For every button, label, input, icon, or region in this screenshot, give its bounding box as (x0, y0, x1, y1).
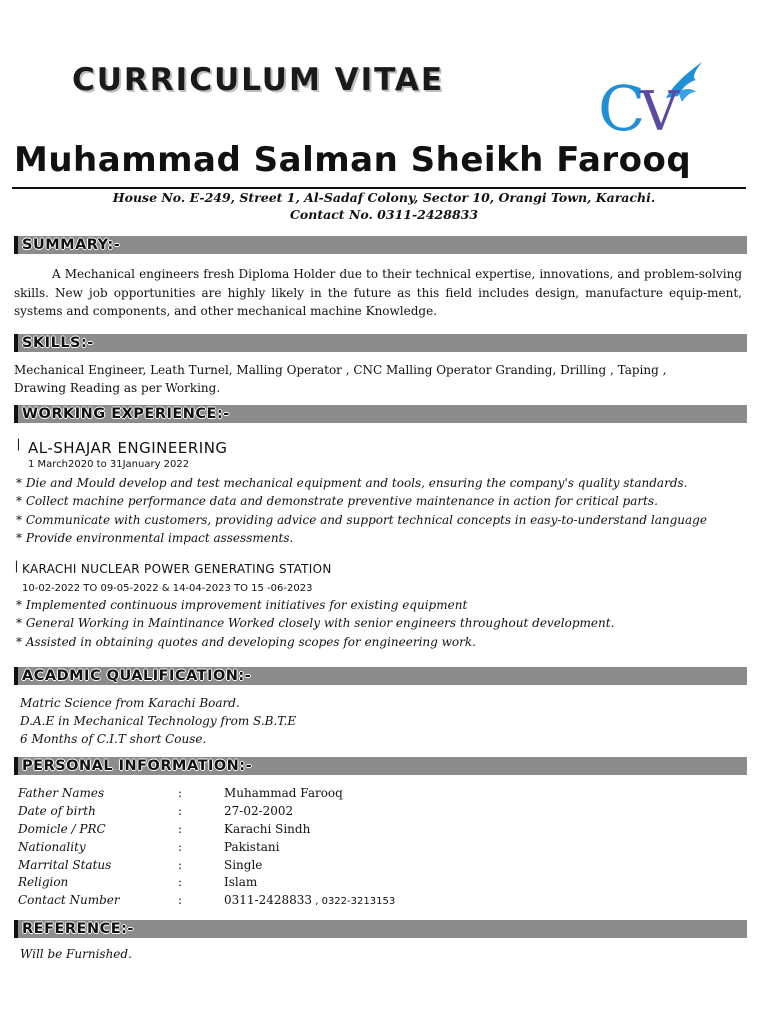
field-label: Domicle / PRC (18, 821, 106, 836)
job-2-bullets (16, 596, 614, 651)
field-colon: : (178, 821, 183, 836)
field-label: Date of birth (18, 803, 96, 818)
personal-info-row (18, 840, 644, 858)
address-line: House No. E-249, Street 1, Al-Sadaf Colony, Sector 10, Orangi Town, Karachi. (112, 190, 656, 205)
personal-info-row (18, 858, 644, 876)
personal-heading: PERSONAL INFORMATION:- (22, 758, 253, 774)
field-colon: : (178, 839, 183, 854)
cv-logo (596, 58, 706, 138)
personal-info-row (18, 875, 644, 893)
qualification-item: Matric Science from Karachi Board. (20, 696, 240, 710)
field-value: Karachi Sindh (224, 821, 311, 836)
reference-heading-bar (14, 920, 747, 938)
qualification-item: D.A.E in Mechanical Technology from S.B.T.E (20, 714, 297, 728)
personal-info-table (18, 786, 644, 911)
field-colon: : (178, 893, 183, 908)
job-2-bullet: * Assisted in obtaining quotes and developing scopes for engineering work. (16, 633, 614, 651)
personal-info-row (18, 804, 644, 822)
reference-heading: REFERENCE:- (22, 921, 134, 937)
field-label: Father Names (18, 786, 105, 800)
candidate-name: Muhammad Salman Sheikh Farooq (14, 140, 692, 180)
job-1-marker: ▏ (18, 440, 26, 451)
personal-heading-bar (14, 757, 747, 775)
logo-c-letter: C (598, 72, 646, 138)
field-value: Pakistani (224, 839, 280, 854)
personal-info-row (18, 822, 644, 840)
job-1-bullets (16, 474, 707, 547)
field-value: Islam (224, 875, 258, 890)
field-colon: : (178, 803, 183, 818)
summary-text: A Mechanical engineers fresh Diploma Holder due to their technical expertise, innovations, and problem-solving skills. New job opportunities are highly likely in the future as this field includes design, manufacture equip-ment, systems and components, and other mechanical machine Knowledge. (14, 267, 742, 318)
summary-heading-bar (14, 236, 747, 254)
field-colon: : (178, 786, 183, 800)
job-1-company: AL-SHAJAR ENGINEERING (28, 439, 228, 457)
summary-heading: SUMMARY:- (22, 237, 121, 253)
academic-heading: ACADMIC QUALIFICATION:- (22, 668, 252, 684)
job-1-bullet: * Collect machine performance data and demonstrate preventive maintenance in action for critical parts. (16, 492, 707, 510)
field-colon: : (178, 875, 183, 890)
job-1-dates: 1 March2020 to 31January 2022 (28, 459, 190, 470)
job-2-marker: ▏ (16, 562, 24, 573)
contact-line: Contact No. 0311-2428833 (289, 207, 479, 222)
job-2-bullet: * General Working in Maintinance Worked closely with senior engineers throughout development. (16, 614, 614, 632)
field-value: 27-02-2002 (224, 803, 294, 818)
field-colon: : (178, 857, 183, 872)
personal-info-row (18, 786, 644, 804)
skills-line-1: Mechanical Engineer, Leath Turnel, Malling Operator , CNC Malling Operator Granding, Drilling , Taping , (14, 363, 667, 377)
field-label: Contact Number (18, 893, 120, 908)
field-label: Religion (18, 875, 69, 890)
personal-info-row (18, 893, 644, 911)
experience-heading-bar (14, 405, 747, 423)
experience-heading: WORKING EXPERIENCE:- (22, 406, 230, 422)
contact-primary: 0311-2428833 (224, 893, 313, 908)
logo-v-letter: V (640, 80, 679, 138)
reference-text: Will be Furnished. (20, 947, 132, 961)
document-title: CURRICULUM VITAE (72, 62, 445, 98)
job-1-bullet: * Provide environmental impact assessments. (16, 529, 707, 547)
job-1-bullet: * Die and Mould develop and test mechanical equipment and tools, ensuring the company's quality standards. (16, 474, 707, 492)
skills-heading-bar (14, 334, 747, 352)
field-label: Nationality (18, 839, 86, 854)
skills-line-2: Drawing Reading as per Working. (14, 381, 221, 395)
job-2-bullet: * Implemented continuous improvement initiatives for existing equipment (16, 596, 614, 614)
contact-secondary: , 0322-3213153 (312, 896, 396, 908)
qualification-item: 6 Months of C.I.T short Couse. (20, 732, 207, 746)
field-value: Single (224, 857, 263, 872)
field-value: Muhammad Farooq (224, 786, 343, 800)
skills-heading: SKILLS:- (22, 335, 94, 351)
name-underline (12, 187, 746, 189)
job-1-bullet: * Communicate with customers, providing advice and support technical concepts in easy-to-understand language (16, 511, 707, 529)
academic-heading-bar (14, 667, 747, 685)
field-value (224, 893, 644, 911)
job-2-dates: 10-02-2022 TO 09-05-2022 & 14-04-2023 TO 15 -06-2023 (22, 583, 313, 594)
field-label: Marrital Status (18, 857, 112, 872)
job-2-company: KARACHI NUCLEAR POWER GENERATING STATION (22, 562, 332, 576)
